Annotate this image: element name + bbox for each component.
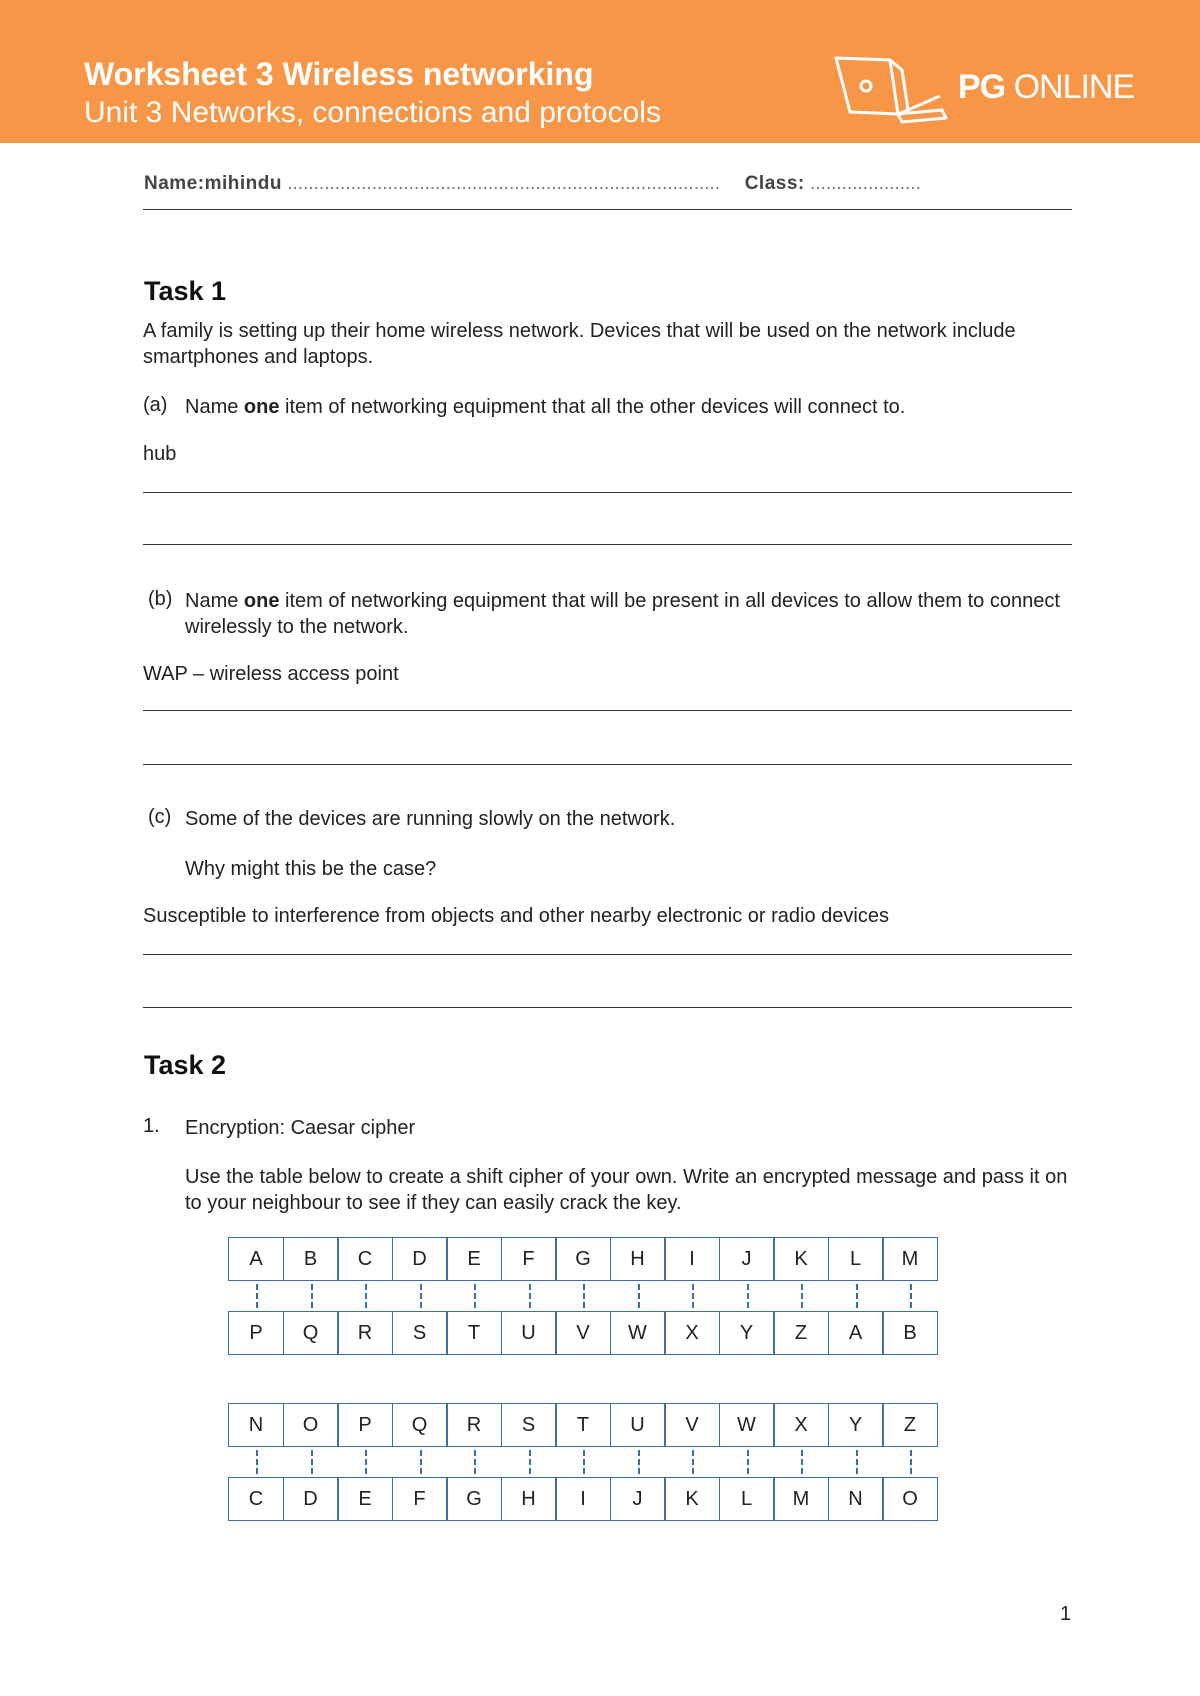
mapping-connector	[501, 1281, 557, 1311]
question-a-text: Name one item of networking equipment that all the other devices will connect to.	[185, 396, 906, 418]
cipher-letter-cell: V	[555, 1311, 611, 1355]
plain-letter-cell: K	[773, 1237, 829, 1281]
plain-letter-cell: T	[555, 1403, 611, 1447]
plain-letter-cell: G	[555, 1237, 611, 1281]
cipher-letter-cell: R	[337, 1311, 393, 1355]
divider	[143, 209, 1072, 210]
mapping-connector	[283, 1281, 339, 1311]
answer-line	[143, 954, 1072, 955]
plain-letter-cell: Y	[828, 1403, 884, 1447]
cipher-letter-cell: S	[392, 1311, 448, 1355]
cipher-letter-cell: I	[555, 1477, 611, 1521]
mapping-connector	[664, 1447, 720, 1477]
plain-letter-cell: Z	[882, 1403, 938, 1447]
class-label: Class:	[744, 173, 805, 194]
plain-letter-cell: W	[719, 1403, 775, 1447]
answer-a[interactable]: hub	[143, 443, 177, 465]
plain-letter-cell: U	[610, 1403, 666, 1447]
plain-letter-cell: I	[664, 1237, 720, 1281]
plain-letter-cell: N	[228, 1403, 284, 1447]
logo-wordmark: PG ONLINE	[958, 68, 1135, 106]
plain-letter-cell: S	[501, 1403, 557, 1447]
plain-letter-cell: Q	[392, 1403, 448, 1447]
mapping-connector	[555, 1447, 611, 1477]
mapping-connector	[392, 1447, 448, 1477]
plain-letter-cell: C	[337, 1237, 393, 1281]
plain-letter-cell: A	[228, 1237, 284, 1281]
cipher-letter-cell: E	[337, 1477, 393, 1521]
plain-row	[228, 1403, 938, 1447]
mapping-connector	[337, 1447, 393, 1477]
cipher-letter-cell: N	[828, 1477, 884, 1521]
cipher-letter-cell: Q	[283, 1311, 339, 1355]
answer-b[interactable]: WAP – wireless access point	[143, 663, 399, 685]
mapping-connector	[283, 1447, 339, 1477]
plain-letter-cell: L	[828, 1237, 884, 1281]
cipher-letter-cell: H	[501, 1477, 557, 1521]
mapping-connector	[446, 1447, 502, 1477]
name-dots: ..................................................................................	[281, 173, 721, 194]
cipher-table-1	[228, 1237, 938, 1355]
cipher-letter-cell: O	[882, 1477, 938, 1521]
header-banner	[0, 0, 1200, 143]
question-b-label: (b)	[148, 588, 173, 610]
cipher-table-2	[228, 1403, 938, 1521]
cipher-letter-cell: U	[501, 1311, 557, 1355]
cipher-letter-cell: M	[773, 1477, 829, 1521]
question-c-prompt: Why might this be the case?	[185, 858, 437, 880]
cipher-letter-cell: L	[719, 1477, 775, 1521]
cipher-letter-cell: T	[446, 1311, 502, 1355]
cipher-letter-cell: W	[610, 1311, 666, 1355]
link-row	[228, 1447, 938, 1477]
task1-heading: Task 1	[144, 276, 227, 306]
name-class-row	[144, 173, 1072, 195]
item-title: Encryption: Caesar cipher	[185, 1117, 416, 1139]
mapping-connector	[555, 1281, 611, 1311]
answer-line	[143, 544, 1072, 545]
cipher-row	[228, 1311, 938, 1355]
plain-row	[228, 1237, 938, 1281]
mapping-connector	[228, 1447, 284, 1477]
mapping-connector	[773, 1447, 829, 1477]
mapping-connector	[610, 1447, 666, 1477]
plain-letter-cell: O	[283, 1403, 339, 1447]
mapping-connector	[828, 1281, 884, 1311]
task1-intro: A family is setting up their home wireless network. Devices that will be used on the network include smartphones and laptops.	[143, 320, 1016, 368]
worksheet-title: Worksheet 3 Wireless networking	[84, 56, 594, 92]
cipher-letter-cell: J	[610, 1477, 666, 1521]
answer-line	[143, 1007, 1072, 1008]
question-a-label: (a)	[143, 394, 168, 416]
class-dots[interactable]: .....................	[804, 173, 921, 194]
mapping-connector	[446, 1281, 502, 1311]
task2-instructions: Use the table below to create a shift cipher of your own. Write an encrypted message and pass it on to your neighbour to see if they can easily crack the key.	[185, 1166, 1068, 1214]
cipher-letter-cell: G	[446, 1477, 502, 1521]
link-row	[228, 1281, 938, 1311]
cipher-letter-cell: Z	[773, 1311, 829, 1355]
item-number: 1.	[143, 1115, 160, 1137]
task2-heading: Task 2	[144, 1050, 227, 1080]
cipher-letter-cell: Y	[719, 1311, 775, 1355]
name-value[interactable]: mihindu	[204, 173, 282, 194]
cipher-letter-cell: P	[228, 1311, 284, 1355]
mapping-connector	[610, 1281, 666, 1311]
mapping-connector	[773, 1281, 829, 1311]
question-c-label: (c)	[148, 806, 172, 828]
mapping-connector	[882, 1447, 938, 1477]
plain-letter-cell: V	[664, 1403, 720, 1447]
mapping-connector	[337, 1281, 393, 1311]
cipher-letter-cell: F	[392, 1477, 448, 1521]
unit-subtitle: Unit 3 Networks, connections and protocols	[84, 96, 661, 129]
mapping-connector	[392, 1281, 448, 1311]
plain-letter-cell: E	[446, 1237, 502, 1281]
mapping-connector	[664, 1281, 720, 1311]
mapping-connector	[828, 1447, 884, 1477]
name-label: Name:	[144, 173, 205, 194]
cipher-letter-cell: X	[664, 1311, 720, 1355]
cipher-letter-cell: C	[228, 1477, 284, 1521]
plain-letter-cell: P	[337, 1403, 393, 1447]
cipher-letter-cell: A	[828, 1311, 884, 1355]
plain-letter-cell: X	[773, 1403, 829, 1447]
answer-line	[143, 492, 1072, 493]
answer-line	[143, 710, 1072, 711]
plain-letter-cell: D	[392, 1237, 448, 1281]
pg-online-logo	[832, 52, 1135, 128]
mapping-connector	[501, 1447, 557, 1477]
cipher-letter-cell: K	[664, 1477, 720, 1521]
plain-letter-cell: B	[283, 1237, 339, 1281]
cipher-letter-cell: D	[283, 1477, 339, 1521]
plain-letter-cell: R	[446, 1403, 502, 1447]
mapping-connector	[719, 1281, 775, 1311]
plain-letter-cell: M	[882, 1237, 938, 1281]
plain-letter-cell: F	[501, 1237, 557, 1281]
cipher-row	[228, 1477, 938, 1521]
page-number: 1	[1060, 1603, 1072, 1625]
plain-letter-cell: H	[610, 1237, 666, 1281]
question-b-text: Name one item of networking equipment that will be present in all devices to allow them to connect wirelessly to the network.	[185, 590, 1060, 638]
plain-letter-cell: J	[719, 1237, 775, 1281]
mapping-connector	[228, 1281, 284, 1311]
laptop-logo-icon	[832, 52, 952, 128]
question-c-text: Some of the devices are running slowly on the network.	[185, 808, 676, 830]
mapping-connector	[882, 1281, 938, 1311]
answer-line	[143, 764, 1072, 765]
answer-c[interactable]: Susceptible to interference from objects and other nearby electronic or radio devices	[143, 905, 889, 927]
mapping-connector	[719, 1447, 775, 1477]
cipher-letter-cell: B	[882, 1311, 938, 1355]
